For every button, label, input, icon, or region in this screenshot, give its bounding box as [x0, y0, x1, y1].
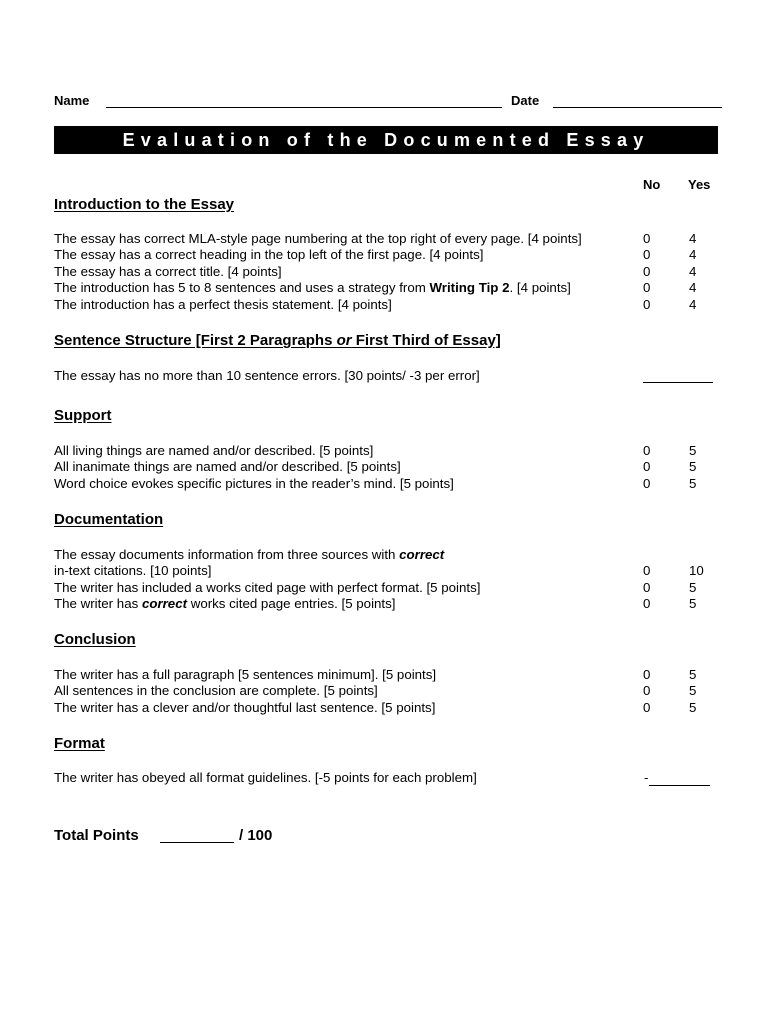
page-title: Evaluation of the Documented Essay	[54, 126, 718, 154]
score-yes: 10	[689, 563, 704, 578]
list-item	[54, 230, 734, 247]
item-text: All inanimate things are named and/or described. [5 points]	[54, 459, 401, 474]
list-item	[54, 263, 734, 280]
item-text: The writer has a full paragraph [5 sentences minimum]. [5 points]	[54, 667, 437, 682]
item-text: The essay has a correct heading in the top left of the first page. [4 points]	[54, 247, 484, 262]
score-yes: 5	[689, 459, 697, 474]
list-item	[54, 699, 734, 716]
score-yes: 4	[689, 297, 697, 312]
score-no: 0	[643, 683, 651, 698]
score-yes: 4	[689, 247, 697, 262]
list-item	[54, 682, 734, 699]
score-no: 0	[643, 563, 651, 578]
section-heading-conclusion: Conclusion	[54, 631, 136, 648]
section-heading-format: Format	[54, 735, 105, 752]
list-item	[54, 666, 734, 683]
item-text: The essay has no more than 10 sentence errors. [30 points/ -3 per error]	[54, 368, 480, 383]
format-deduction-blank[interactable]	[649, 785, 710, 786]
score-no: 0	[643, 247, 651, 262]
column-header-yes: Yes	[688, 177, 711, 192]
item-text: The essay has a correct title. [4 points]	[54, 264, 282, 279]
section-heading-introduction: Introduction to the Essay	[54, 196, 235, 213]
format-deduction-prefix: -	[644, 770, 649, 785]
score-no: 0	[643, 580, 651, 595]
item-text: The writer has correct works cited page entries. [5 points]	[54, 596, 396, 611]
score-yes: 4	[689, 280, 697, 295]
score-yes: 4	[689, 264, 697, 279]
item-text: Word choice evokes specific pictures in the reader’s mind. [5 points]	[54, 476, 454, 491]
score-yes: 5	[689, 700, 697, 715]
emphasis-text: Writing Tip 2	[429, 280, 510, 295]
score-no: 0	[643, 264, 651, 279]
score-no: 0	[643, 700, 651, 715]
emphasis-text: correct	[141, 596, 188, 611]
score-no: 0	[643, 459, 651, 474]
date-label: Date	[511, 93, 540, 108]
list-item	[54, 442, 734, 459]
item-text: The essay documents information from three sources with correct	[54, 547, 445, 562]
list-item	[54, 367, 734, 384]
item-text: All living things are named and/or described. [5 points]	[54, 443, 374, 458]
item-text: The writer has included a works cited page with perfect format. [5 points]	[54, 580, 481, 595]
score-no: 0	[643, 476, 651, 491]
list-item	[54, 579, 734, 596]
list-item	[54, 546, 734, 563]
item-text: The writer has obeyed all format guidelines. [-5 points for each problem]	[54, 770, 477, 785]
item-text: The introduction has a perfect thesis statement. [4 points]	[54, 297, 392, 312]
score-no: 0	[643, 231, 651, 246]
date-field[interactable]	[553, 107, 722, 108]
item-text: All sentences in the conclusion are complete. [5 points]	[54, 683, 378, 698]
item-text: The writer has a clever and/or thoughtful last sentence. [5 points]	[54, 700, 436, 715]
score-yes: 5	[689, 580, 697, 595]
total-points-label: Total Points	[54, 827, 139, 844]
score-yes: 5	[689, 596, 697, 611]
item-text: The essay has correct MLA-style page numbering at the top right of every page. [4 points]	[54, 231, 582, 246]
score-yes: 4	[689, 231, 697, 246]
list-item	[54, 246, 734, 263]
list-item	[54, 296, 734, 313]
section-heading-sentence-structure: Sentence Structure [First 2 Paragraphs or First Third of Essay]	[54, 332, 501, 349]
list-item	[54, 769, 734, 786]
section-heading-documentation: Documentation	[54, 511, 164, 528]
list-item	[54, 279, 734, 296]
score-yes: 5	[689, 443, 697, 458]
section-heading-support: Support	[54, 407, 112, 424]
sentence-errors-blank[interactable]	[643, 382, 713, 383]
list-item	[54, 458, 734, 475]
score-no: 0	[643, 280, 651, 295]
score-no: 0	[643, 443, 651, 458]
score-no: 0	[643, 667, 651, 682]
item-text: The introduction has 5 to 8 sentences and uses a strategy from Writing Tip 2. [4 points]	[54, 280, 571, 295]
name-field[interactable]	[106, 107, 502, 108]
score-yes: 5	[689, 476, 697, 491]
list-item	[54, 475, 734, 492]
list-item	[54, 562, 734, 579]
total-points-max: / 100	[239, 827, 273, 844]
score-yes: 5	[689, 683, 697, 698]
total-points-blank[interactable]	[160, 842, 234, 843]
item-text: in-text citations. [10 points]	[54, 563, 212, 578]
score-no: 0	[643, 596, 651, 611]
score-no: 0	[643, 297, 651, 312]
list-item	[54, 595, 734, 612]
emphasis-text: correct	[399, 547, 445, 562]
score-yes: 5	[689, 667, 697, 682]
column-header-no: No	[643, 177, 661, 192]
name-label: Name	[54, 93, 90, 108]
